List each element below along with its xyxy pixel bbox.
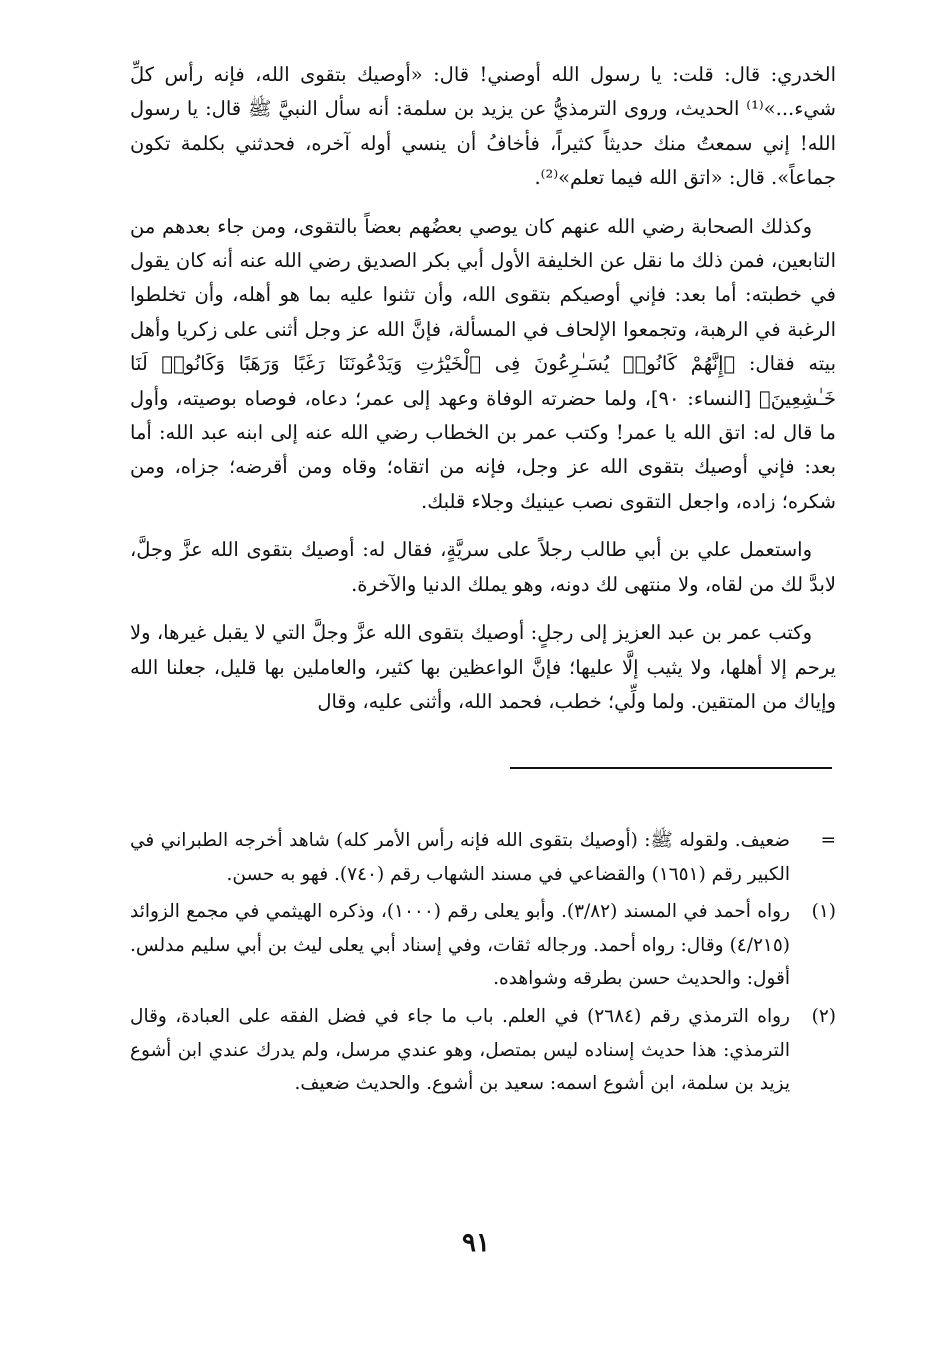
footnote-separator bbox=[510, 767, 832, 769]
footnote-marker: = bbox=[820, 830, 836, 851]
footnote-continuation bbox=[130, 824, 836, 891]
paragraph: واستعمل علي بن أبي طالب رجلاً على سريَّةٍ، فقال له: أوصيك بتقوى الله عزَّ وجلَّ، لابدَّ لك من لقاه، ولا منتهى لك دونه، وهو يملك الدنيا والآخرة. bbox=[130, 538, 836, 596]
footnote-1 bbox=[130, 895, 836, 996]
footnote-text: ضعيف. ولقوله ﷺ: (أوصيك بتقوى الله فإنه رأس الأمر كله) شاهد أخرجه الطبراني في الكبير رقم (١٦٥١) والقضاعي في مسند الشهاب رقم (٧٤٠). فهو به حسن. bbox=[130, 830, 790, 885]
footnote-marker: (٢) bbox=[811, 1005, 836, 1027]
paragraph: وكتب عمر بن عبد العزيز إلى رجلٍ: أوصيك بتقوى الله عزَّ وجلَّ التي لا يقبل غيرها، ولا يرحم إلا أهلها، ولا يثيب إلَّا عليها؛ فإنَّ الواعظين بها كثير، والعاملين بها قليل، جعلنا الله وإياك من المتقين. ولما ولِّي؛ خطب، فحمد الله، وأثنى عليه، وقال bbox=[130, 621, 836, 713]
footnotes bbox=[130, 824, 836, 1105]
main-text bbox=[130, 58, 836, 733]
paragraph: وكذلك الصحابة رضي الله عنهم كان يوصي بعضُهم بعضاً بالتقوى، ومن جاء بعدهم من التابعين، فمن ذلك ما نقل عن الخليفة الأول أبي بكر الصديق رضي الله عنه أنه كان يقول في خطبته: أما بعد: فإني أوصيكم بتقوى الله، وأن تثنوا عليه بما هو أهله، وأن تخلطوا الرغبة في الرهبة، وتجمعوا الإلحاف في المسألة، فإنَّ الله عز وجل أثنى على زكريا وأهل بيته فقال: ﴿إِنَّهُمْ كَانُوا۟ يُسَـٰرِعُونَ فِى ٱلْخَيْرَٰتِ وَيَدْعُونَنَا رَغَبًا وَرَهَبًا وَكَانُوا۟ لَنَا خَـٰشِعِينَ﴾ [النساء: ٩٠]، ولما حضرته الوفاة وعهد إلى عمر؛ دعاه، فوصاه بوصيته، وأول ما قال له: اتق الله يا عمر! وكتب عمر بن الخطاب رضي الله عنه إلى ابنه عبد الله: أما بعد: فإني أوصيك بتقوى الله عز وجل، فإنه من اتقاه؛ وقاه ومن أقرضه؛ جزاه، ومن شكره؛ زاده، واجعل التقوى نصب عينيك وجلاء قلبك. bbox=[130, 214, 837, 513]
footnote-text: رواه أحمد في المسند (٣/٨٢). وأبو يعلى رقم (١٠٠٠)، وذكره الهيثمي في مجمع الزوائد (٤/٢١٥) وقال: رواه أحمد. ورجاله ثقات، وفي إسناد أبي يعلى ليث بن أبي سليم مدلس. أقول: والحديث حسن بطرقه وشواهده. bbox=[130, 901, 790, 990]
footnote-2 bbox=[130, 1000, 836, 1101]
page-number: ٩١ bbox=[462, 1228, 490, 1258]
footnote-marker: (١) bbox=[811, 901, 836, 923]
footnote-text: رواه الترمذي رقم (٢٦٨٤) في العلم. باب ما جاء في فضل الفقه على العبادة، وقال الترمذي: هذا حديث إسناده ليس بمتصل، وهو عندي مرسل، ولم يدرك عندي ابن أشوع يزيد بن سلمة، ابن أشوع اسمه: سعيد بن أشوع. والحديث ضعيف. bbox=[130, 1005, 790, 1095]
paragraph: الخدري: قال: قلت: يا رسول الله أوصني! قال: «أوصيك بتقوى الله، فإنه رأس كلِّ شيء...»⁽¹⁾ الحديث، وروى الترمذيُّ عن يزيد بن سلمة: أنه سأل النبيَّ ﷺ قال: يا رسول الله! إني سمعتُ منك حديثاً كثيراً، فأخافُ أن ينسي أوله آخره، فحدثني بكلمة تكون جماعاً». قال: «اتق الله فيما تعلم»⁽²⁾. bbox=[130, 63, 836, 190]
